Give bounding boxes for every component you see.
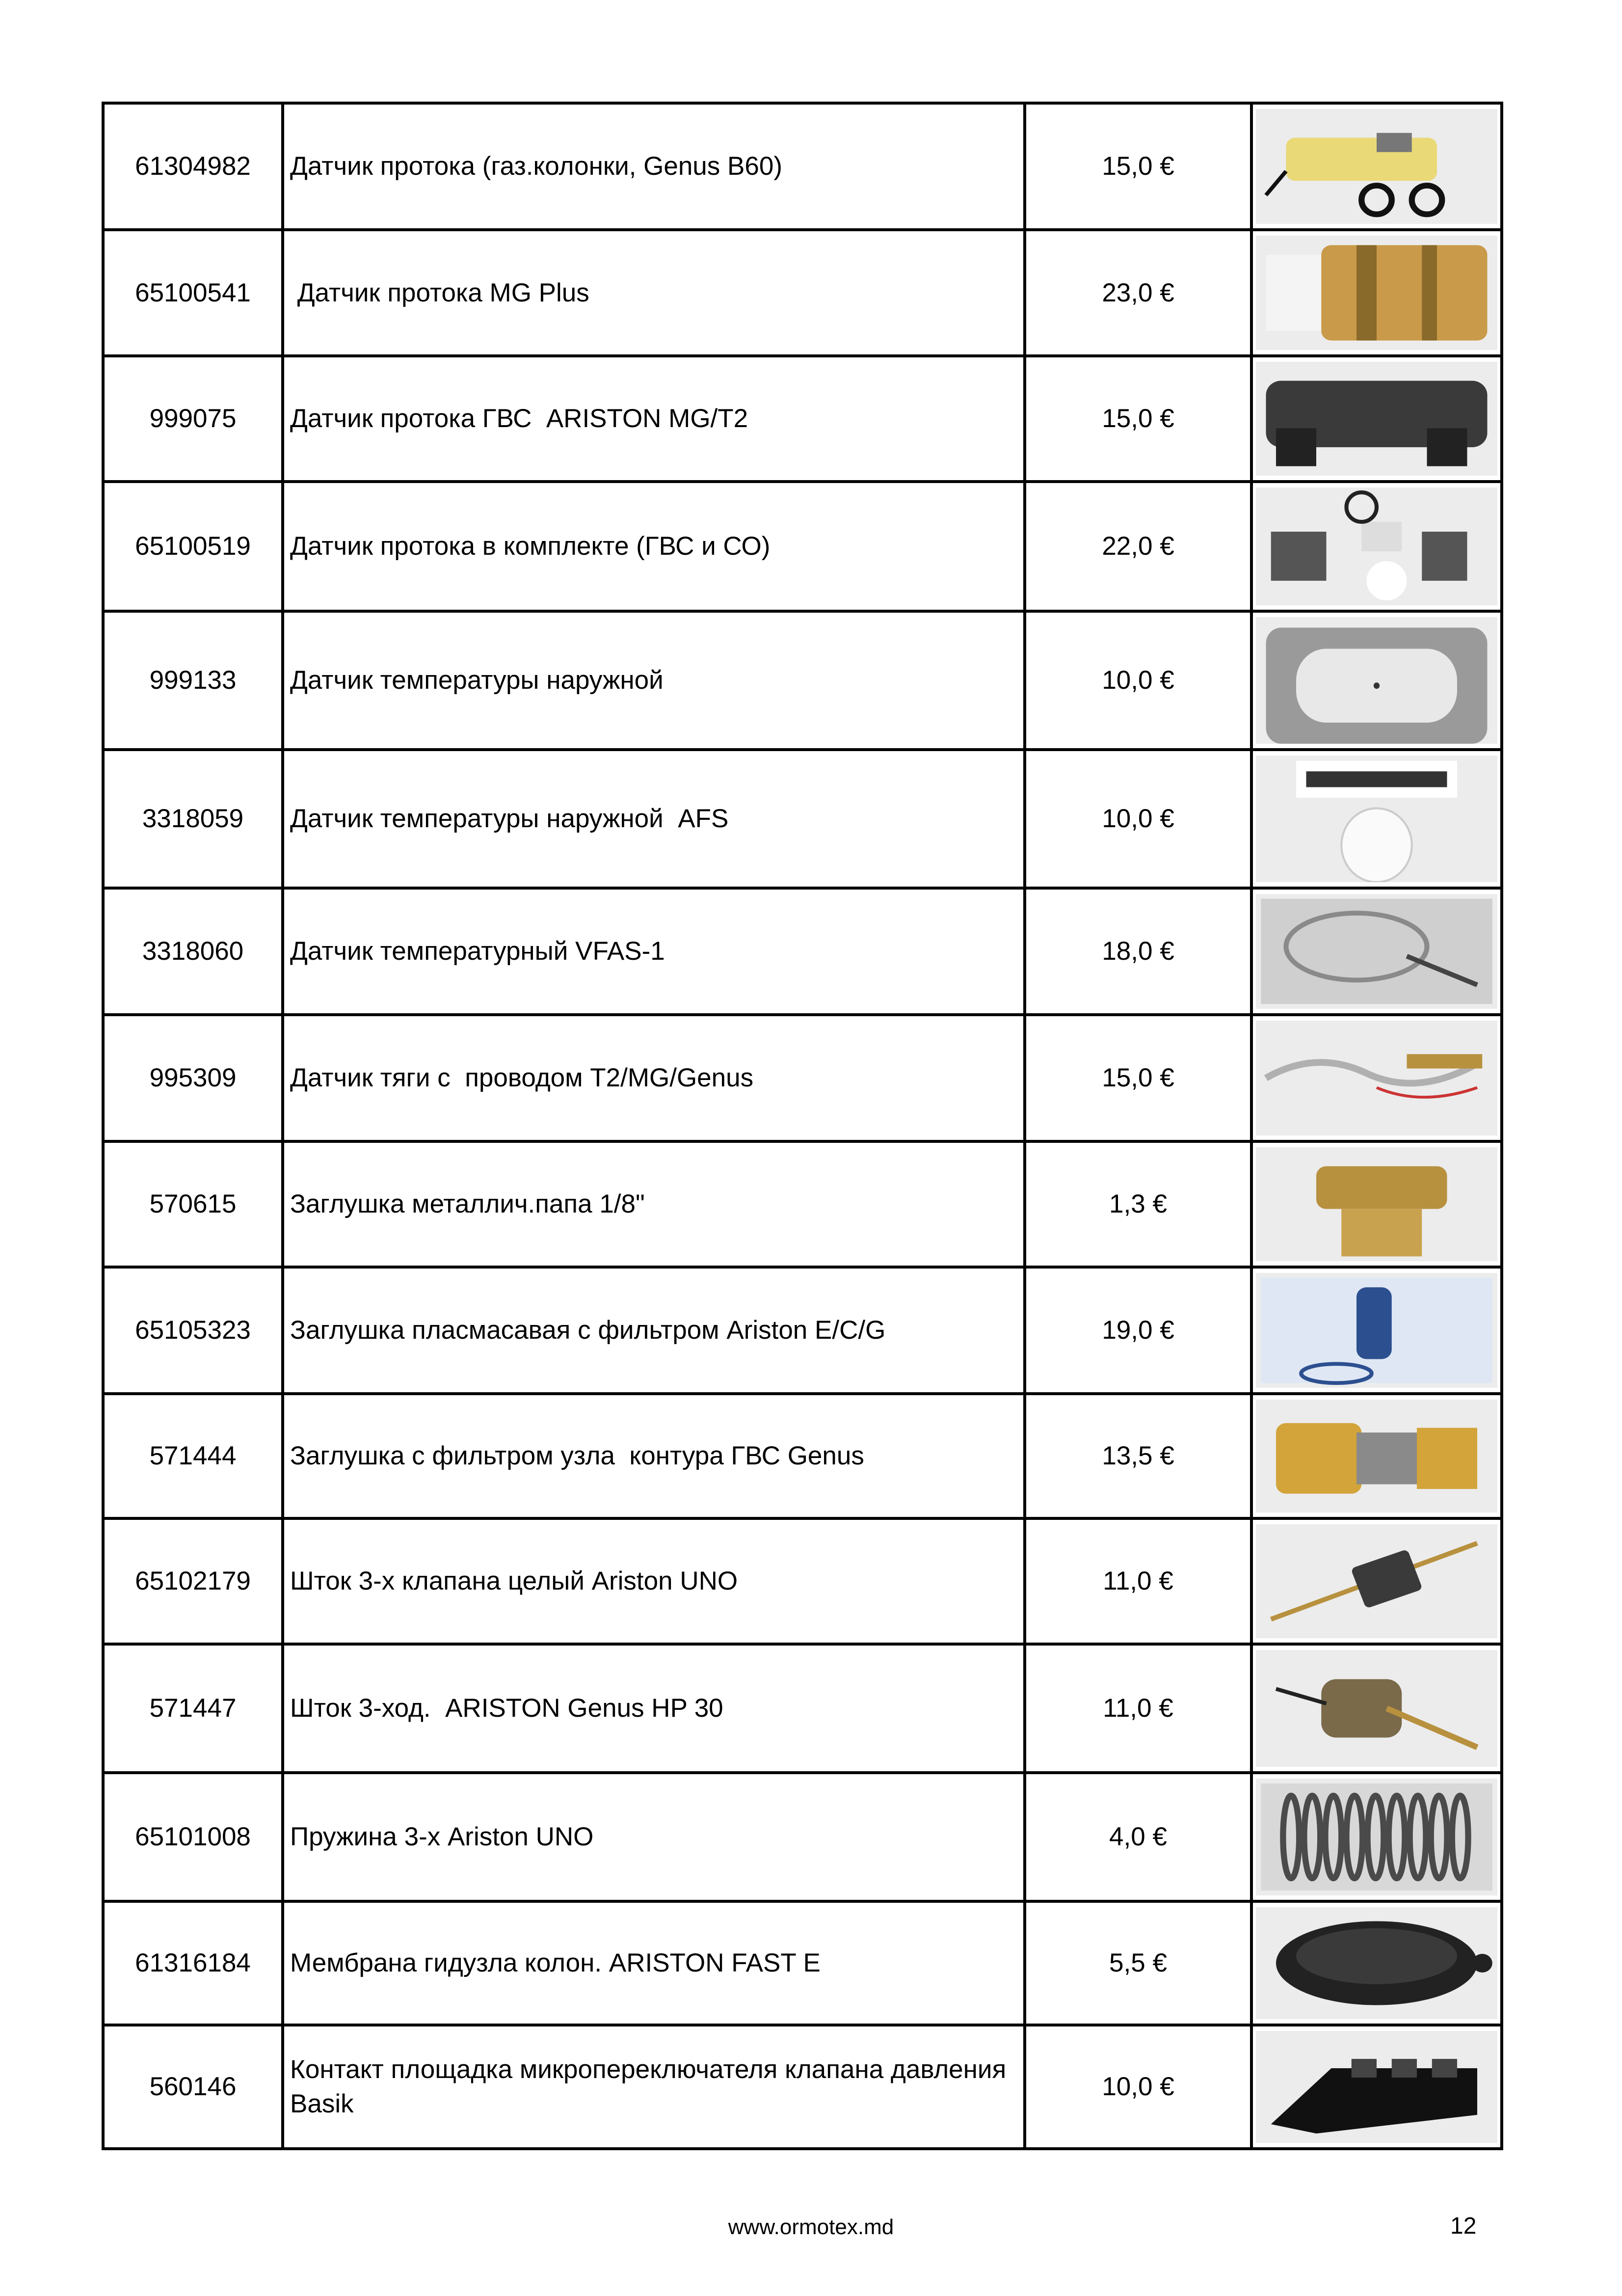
outdoor-sensor-icon bbox=[1256, 617, 1497, 744]
black-flow-sensor-icon bbox=[1256, 362, 1497, 476]
part-image-cell bbox=[1251, 1773, 1502, 1901]
part-image-cell bbox=[1251, 2025, 1502, 2149]
part-price: 11,0 € bbox=[1025, 1644, 1251, 1773]
parts-table-body bbox=[103, 103, 1502, 2149]
footer-url[interactable]: www.ormotex.md bbox=[728, 2215, 894, 2239]
part-name: Датчик протока в комплекте (ГВС и СО) bbox=[283, 482, 1025, 611]
part-name: Датчик температуры наружной bbox=[283, 611, 1025, 750]
part-price: 18,0 € bbox=[1025, 888, 1251, 1015]
table-row bbox=[103, 1644, 1502, 1773]
table-row bbox=[103, 1773, 1502, 1901]
part-price: 23,0 € bbox=[1025, 230, 1251, 356]
part-image-cell bbox=[1251, 1901, 1502, 2025]
valve-stem-icon bbox=[1256, 1524, 1497, 1638]
part-code: 995309 bbox=[103, 1015, 283, 1141]
part-code: 3318060 bbox=[103, 888, 283, 1015]
microswitch-pad-icon bbox=[1256, 2031, 1497, 2143]
filter-plug-icon bbox=[1256, 1400, 1497, 1513]
part-name: Датчик температурный VFAS-1 bbox=[283, 888, 1025, 1015]
part-code: 65100519 bbox=[103, 482, 283, 611]
part-image-cell bbox=[1251, 356, 1502, 482]
brass-plug-icon bbox=[1256, 1147, 1497, 1261]
table-row bbox=[103, 103, 1502, 230]
sensor-kit-icon bbox=[1256, 487, 1497, 605]
part-image-cell bbox=[1251, 1394, 1502, 1518]
part-code: 999133 bbox=[103, 611, 283, 750]
part-price: 15,0 € bbox=[1025, 103, 1251, 230]
part-image-cell bbox=[1251, 1644, 1502, 1773]
plastic-plug-filter-icon bbox=[1256, 1273, 1497, 1388]
table-row bbox=[103, 230, 1502, 356]
part-code: 65100541 bbox=[103, 230, 283, 356]
part-name: Заглушка с фильтром узла контура ГВС Genus bbox=[283, 1394, 1025, 1518]
table-row bbox=[103, 482, 1502, 611]
part-price: 11,0 € bbox=[1025, 1518, 1251, 1644]
table-row bbox=[103, 356, 1502, 482]
part-image-cell bbox=[1251, 1518, 1502, 1644]
part-price: 13,5 € bbox=[1025, 1394, 1251, 1518]
part-image-cell bbox=[1251, 230, 1502, 356]
part-price: 19,0 € bbox=[1025, 1267, 1251, 1394]
part-name: Датчик тяги с проводом T2/MG/Genus bbox=[283, 1015, 1025, 1141]
table-row bbox=[103, 2025, 1502, 2149]
part-price: 1,3 € bbox=[1025, 1141, 1251, 1267]
part-code: 570615 bbox=[103, 1141, 283, 1267]
part-name: Контакт площадка микропереключателя клапана давления Basik bbox=[283, 2025, 1025, 2149]
part-image-cell bbox=[1251, 1015, 1502, 1141]
table-row bbox=[103, 1267, 1502, 1394]
part-code: 61304982 bbox=[103, 103, 283, 230]
part-code: 65105323 bbox=[103, 1267, 283, 1394]
part-code: 65101008 bbox=[103, 1773, 283, 1901]
part-name: Пружина 3-х Ariston UNO bbox=[283, 1773, 1025, 1901]
part-code: 3318059 bbox=[103, 750, 283, 888]
part-price: 10,0 € bbox=[1025, 611, 1251, 750]
table-row bbox=[103, 1015, 1502, 1141]
part-price: 15,0 € bbox=[1025, 356, 1251, 482]
page-number: 12 bbox=[1450, 2213, 1477, 2239]
packaged-sensor-icon bbox=[1256, 756, 1497, 882]
part-code: 999075 bbox=[103, 356, 283, 482]
part-image-cell bbox=[1251, 611, 1502, 750]
table-row bbox=[103, 1901, 1502, 2025]
table-row bbox=[103, 888, 1502, 1015]
part-price: 10,0 € bbox=[1025, 2025, 1251, 2149]
part-name: Шток 3-ход. ARISTON Genus HP 30 bbox=[283, 1644, 1025, 1773]
part-code: 571447 bbox=[103, 1644, 283, 1773]
part-name: Датчик протока ГВС ARISTON MG/T2 bbox=[283, 356, 1025, 482]
table-row bbox=[103, 750, 1502, 888]
part-price: 5,5 € bbox=[1025, 1901, 1251, 2025]
part-image-cell bbox=[1251, 1141, 1502, 1267]
parts-table bbox=[102, 102, 1503, 2150]
part-code: 61316184 bbox=[103, 1901, 283, 2025]
part-code: 571444 bbox=[103, 1394, 283, 1518]
part-name: Мембрана гидузла колон. ARISTON FAST E bbox=[283, 1901, 1025, 2025]
part-image-cell bbox=[1251, 103, 1502, 230]
part-name: Шток 3-х клапана целый Ariston UNO bbox=[283, 1518, 1025, 1644]
part-image-cell bbox=[1251, 1267, 1502, 1394]
table-row bbox=[103, 1141, 1502, 1267]
draft-sensor-icon bbox=[1256, 1021, 1497, 1135]
brass-flow-sensor-icon bbox=[1256, 236, 1497, 350]
part-name: Датчик протока (газ.колонки, Genus B60) bbox=[283, 103, 1025, 230]
part-image-cell bbox=[1251, 482, 1502, 611]
part-name: Заглушка металлич.папа 1/8" bbox=[283, 1141, 1025, 1267]
part-name: Датчик протока MG Plus bbox=[283, 230, 1025, 356]
table-row bbox=[103, 1518, 1502, 1644]
part-code: 65102179 bbox=[103, 1518, 283, 1644]
part-image-cell bbox=[1251, 888, 1502, 1015]
table-row bbox=[103, 1394, 1502, 1518]
part-code: 560146 bbox=[103, 2025, 283, 2149]
membrane-icon bbox=[1256, 1907, 1497, 2019]
part-price: 22,0 € bbox=[1025, 482, 1251, 611]
part-price: 10,0 € bbox=[1025, 750, 1251, 888]
valve-stem-spring-icon bbox=[1256, 1650, 1497, 1767]
part-name: Датчик температуры наружной AFS bbox=[283, 750, 1025, 888]
part-image-cell bbox=[1251, 750, 1502, 888]
flow-sensor-icon bbox=[1256, 109, 1497, 224]
part-price: 4,0 € bbox=[1025, 1773, 1251, 1901]
spring-icon bbox=[1256, 1779, 1497, 1895]
part-price: 15,0 € bbox=[1025, 1015, 1251, 1141]
part-name: Заглушка пласмасавая с фильтром Ariston E/C/G bbox=[283, 1267, 1025, 1394]
table-row bbox=[103, 611, 1502, 750]
cable-sensor-icon bbox=[1256, 894, 1497, 1009]
